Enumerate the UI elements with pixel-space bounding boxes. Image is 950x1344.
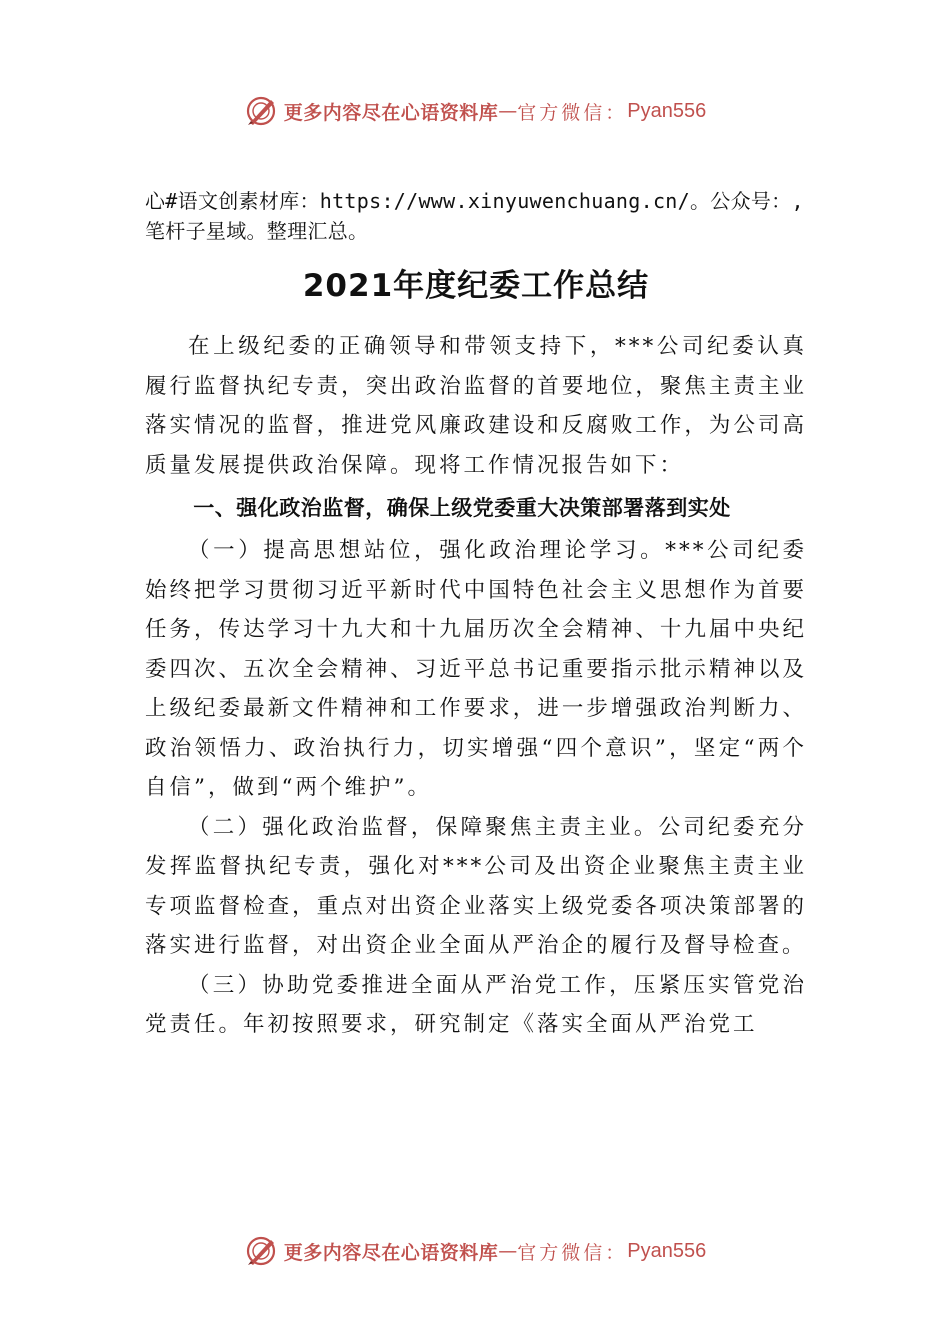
intro-paragraph: 在上级纪委的正确领导和带领支持下，***公司纪委认真履行监督执纪专责，突出政治监督的首要地位，聚焦主责主业落实情况的监督，推进党风廉政建设和反腐败工作，为公司高质量发展提供政治保障。现将工作情况报告如下：	[145, 334, 807, 478]
header-banner	[0, 94, 950, 128]
banner-wechat-id: Pyan556	[627, 99, 707, 122]
paragraph-3: （三）协助党委推进全面从严治党工作，压紧压实管党治党责任。年初按照要求，研究制定《落实全面从严治党工	[145, 972, 807, 1037]
banner-site-text: 更多内容尽在心语资料库	[283, 101, 499, 124]
section-heading-1: 一、强化政治监督，确保上级党委重大决策部署落到实处	[193, 496, 731, 520]
document-title: 2021年度纪委工作总结	[302, 268, 650, 304]
paragraph-1: （一）提高思想站位，强化政治理论学习。***公司纪委始终把学习贯彻习近平新时代中国特色社会主义思想作为首要任务，传达学习十九大和十九届历次全会精神、十九届中央纪委四次、五次全会精神、习近平总书记重要指示批示精神以及上级纪委最新文件精神和工作要求，进一步增强政治判断力、政治领悟力、政治执行力，切实增强“四个意识”，坚定“两个自信”，做到“两个维护”。	[145, 538, 807, 800]
pen-circle-logo-icon	[244, 1234, 278, 1268]
banner-dash: —	[498, 100, 518, 122]
paragraph-2: （二）强化政治监督，保障聚焦主责主业。公司纪委充分发挥监督执纪专责，强化对***公司及出资企业聚焦主责主业专项监督检查，重点对出资企业落实上级党委各项决策部署的落实进行监督，对出资企业全面从严治企的履行及督导检查。	[145, 814, 807, 958]
footer-banner	[0, 1234, 950, 1268]
banner-site-text: 更多内容尽在心语资料库	[283, 1241, 499, 1264]
banner-wechat-label: 官方微信：	[517, 101, 628, 124]
pen-circle-logo-icon	[244, 94, 278, 128]
banner-dash: —	[498, 1240, 518, 1262]
banner-wechat-id: Pyan556	[627, 1239, 707, 1262]
source-line: 心#语文创素材库：https://www.xinyuwenchuang.cn/。公众号：,笔杆子星域。整理汇总。	[145, 189, 804, 243]
banner-wechat-label: 官方微信：	[517, 1241, 628, 1264]
document-body	[145, 186, 807, 1045]
